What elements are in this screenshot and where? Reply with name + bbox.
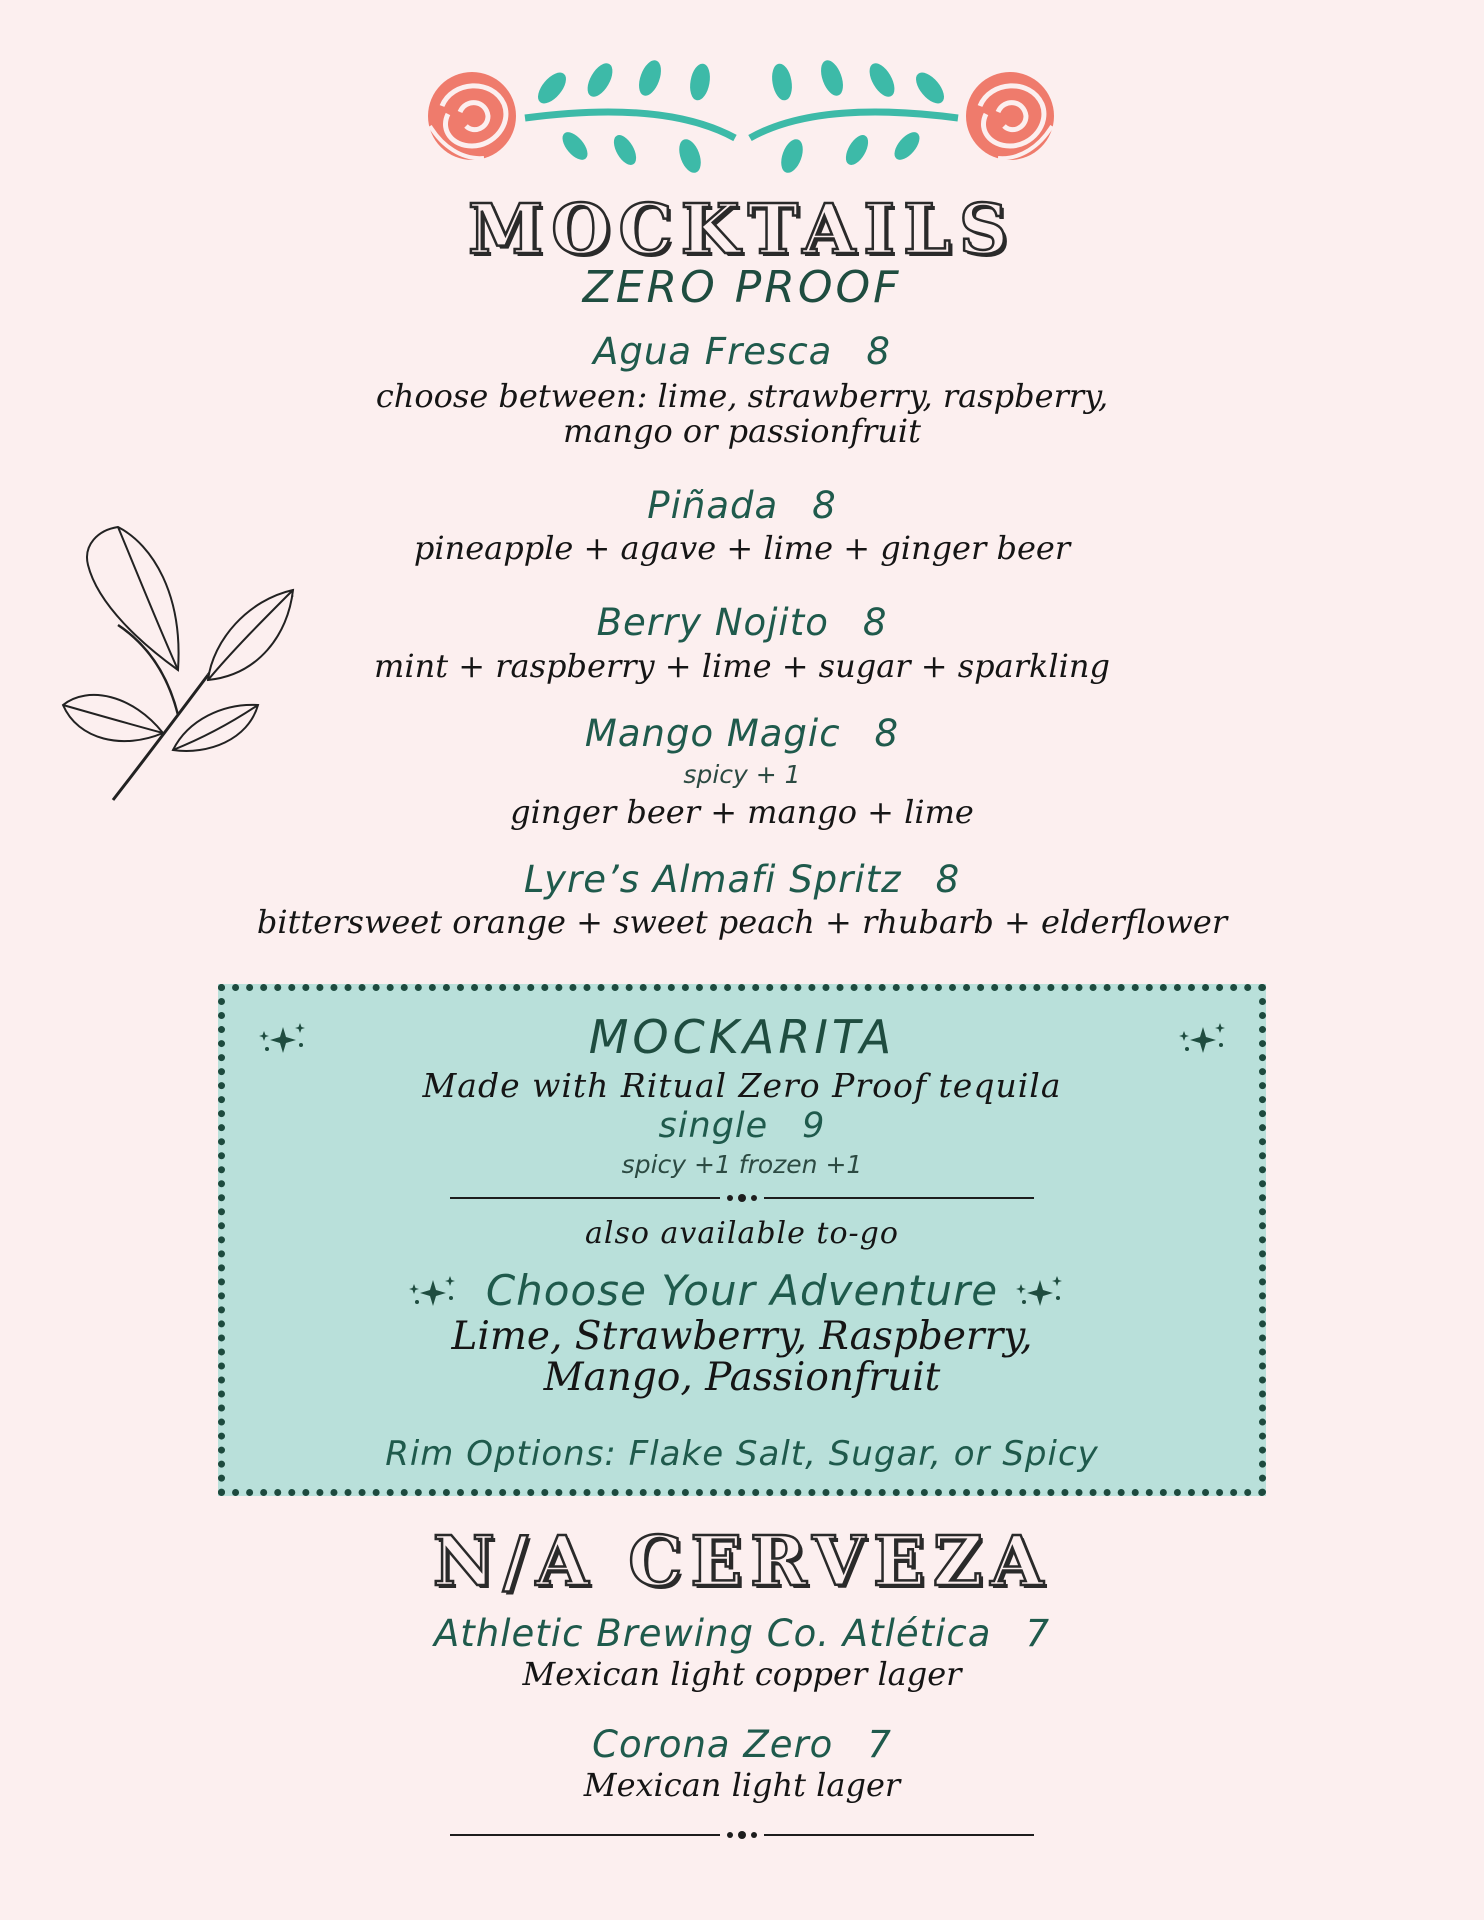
menu-item-name bbox=[0, 1723, 1484, 1766]
mockarita-single bbox=[0, 1106, 1484, 1146]
item-price: 8 bbox=[935, 858, 961, 901]
item-note: spicy + 1 bbox=[683, 760, 801, 789]
item-name: Corona Zero bbox=[592, 1723, 834, 1766]
item-name: Mango Magic bbox=[584, 712, 841, 755]
item-description: Mexican light copper lager bbox=[522, 1655, 962, 1693]
item-description: mint + raspberry + lime + sugar + sparkling bbox=[374, 647, 1110, 685]
menu-item-name bbox=[0, 484, 1484, 527]
flavor-list: Mango, Passionfruit bbox=[543, 1355, 941, 1400]
menu-item-name bbox=[0, 1612, 1484, 1655]
menu-item-name bbox=[0, 858, 1484, 901]
choose-adventure-title: Choose Your Adventure bbox=[485, 1266, 999, 1315]
to-go-note: also available to-go bbox=[585, 1216, 899, 1251]
item-name: Lyre’s Almafi Spritz bbox=[523, 858, 902, 901]
item-price: 8 bbox=[862, 601, 888, 644]
mockarita-options: spicy +1 frozen +1 bbox=[621, 1150, 863, 1179]
mockarita-title: MOCKARITA bbox=[588, 1010, 896, 1064]
rose-vine-ornament bbox=[0, 58, 1484, 178]
item-description: pineapple + agave + lime + ginger beer bbox=[413, 529, 1071, 567]
item-price: 7 bbox=[867, 1723, 892, 1766]
item-price: 7 bbox=[1025, 1612, 1050, 1655]
page-subtitle: ZERO PROOF bbox=[582, 262, 902, 313]
item-description: ginger beer + mango + lime bbox=[510, 793, 974, 831]
item-name: Agua Fresca bbox=[593, 330, 833, 373]
item-price: 8 bbox=[812, 484, 837, 527]
item-description: bittersweet orange + sweet peach + rhubarb + elderflower bbox=[256, 903, 1228, 941]
single-label: single bbox=[658, 1106, 769, 1146]
divider-icon bbox=[450, 1827, 1034, 1843]
section-title: N/A CERVEZA bbox=[432, 1522, 1052, 1602]
leaf-vine-icon bbox=[525, 58, 958, 175]
sparkle-icon bbox=[1012, 1272, 1068, 1312]
menu-item-name bbox=[0, 330, 1484, 373]
rose-icon bbox=[966, 72, 1054, 160]
menu-item-name bbox=[0, 712, 1484, 755]
item-description: Mexican light lager bbox=[583, 1766, 901, 1804]
flavor-list: Lime, Strawberry, Raspberry, bbox=[451, 1314, 1033, 1359]
rose-icon bbox=[428, 72, 516, 160]
divider-icon bbox=[450, 1190, 1034, 1206]
item-price: 8 bbox=[874, 712, 900, 755]
item-price: 8 bbox=[866, 330, 891, 373]
page-title: MOCKTAILS bbox=[467, 190, 1017, 270]
item-name: Athletic Brewing Co. Atlética bbox=[433, 1612, 992, 1655]
item-description: mango or passionfruit bbox=[562, 412, 922, 450]
item-name: Berry Nojito bbox=[596, 601, 829, 644]
rim-options: Rim Options: Flake Salt, Sugar, or Spicy bbox=[385, 1434, 1099, 1474]
menu-item-name bbox=[0, 601, 1484, 644]
single-price: 9 bbox=[802, 1106, 826, 1146]
item-description: choose between: lime, strawberry, raspberry, bbox=[375, 377, 1109, 415]
item-name: Piñada bbox=[647, 484, 779, 527]
mockarita-description: Made with Ritual Zero Proof tequila bbox=[422, 1066, 1062, 1105]
